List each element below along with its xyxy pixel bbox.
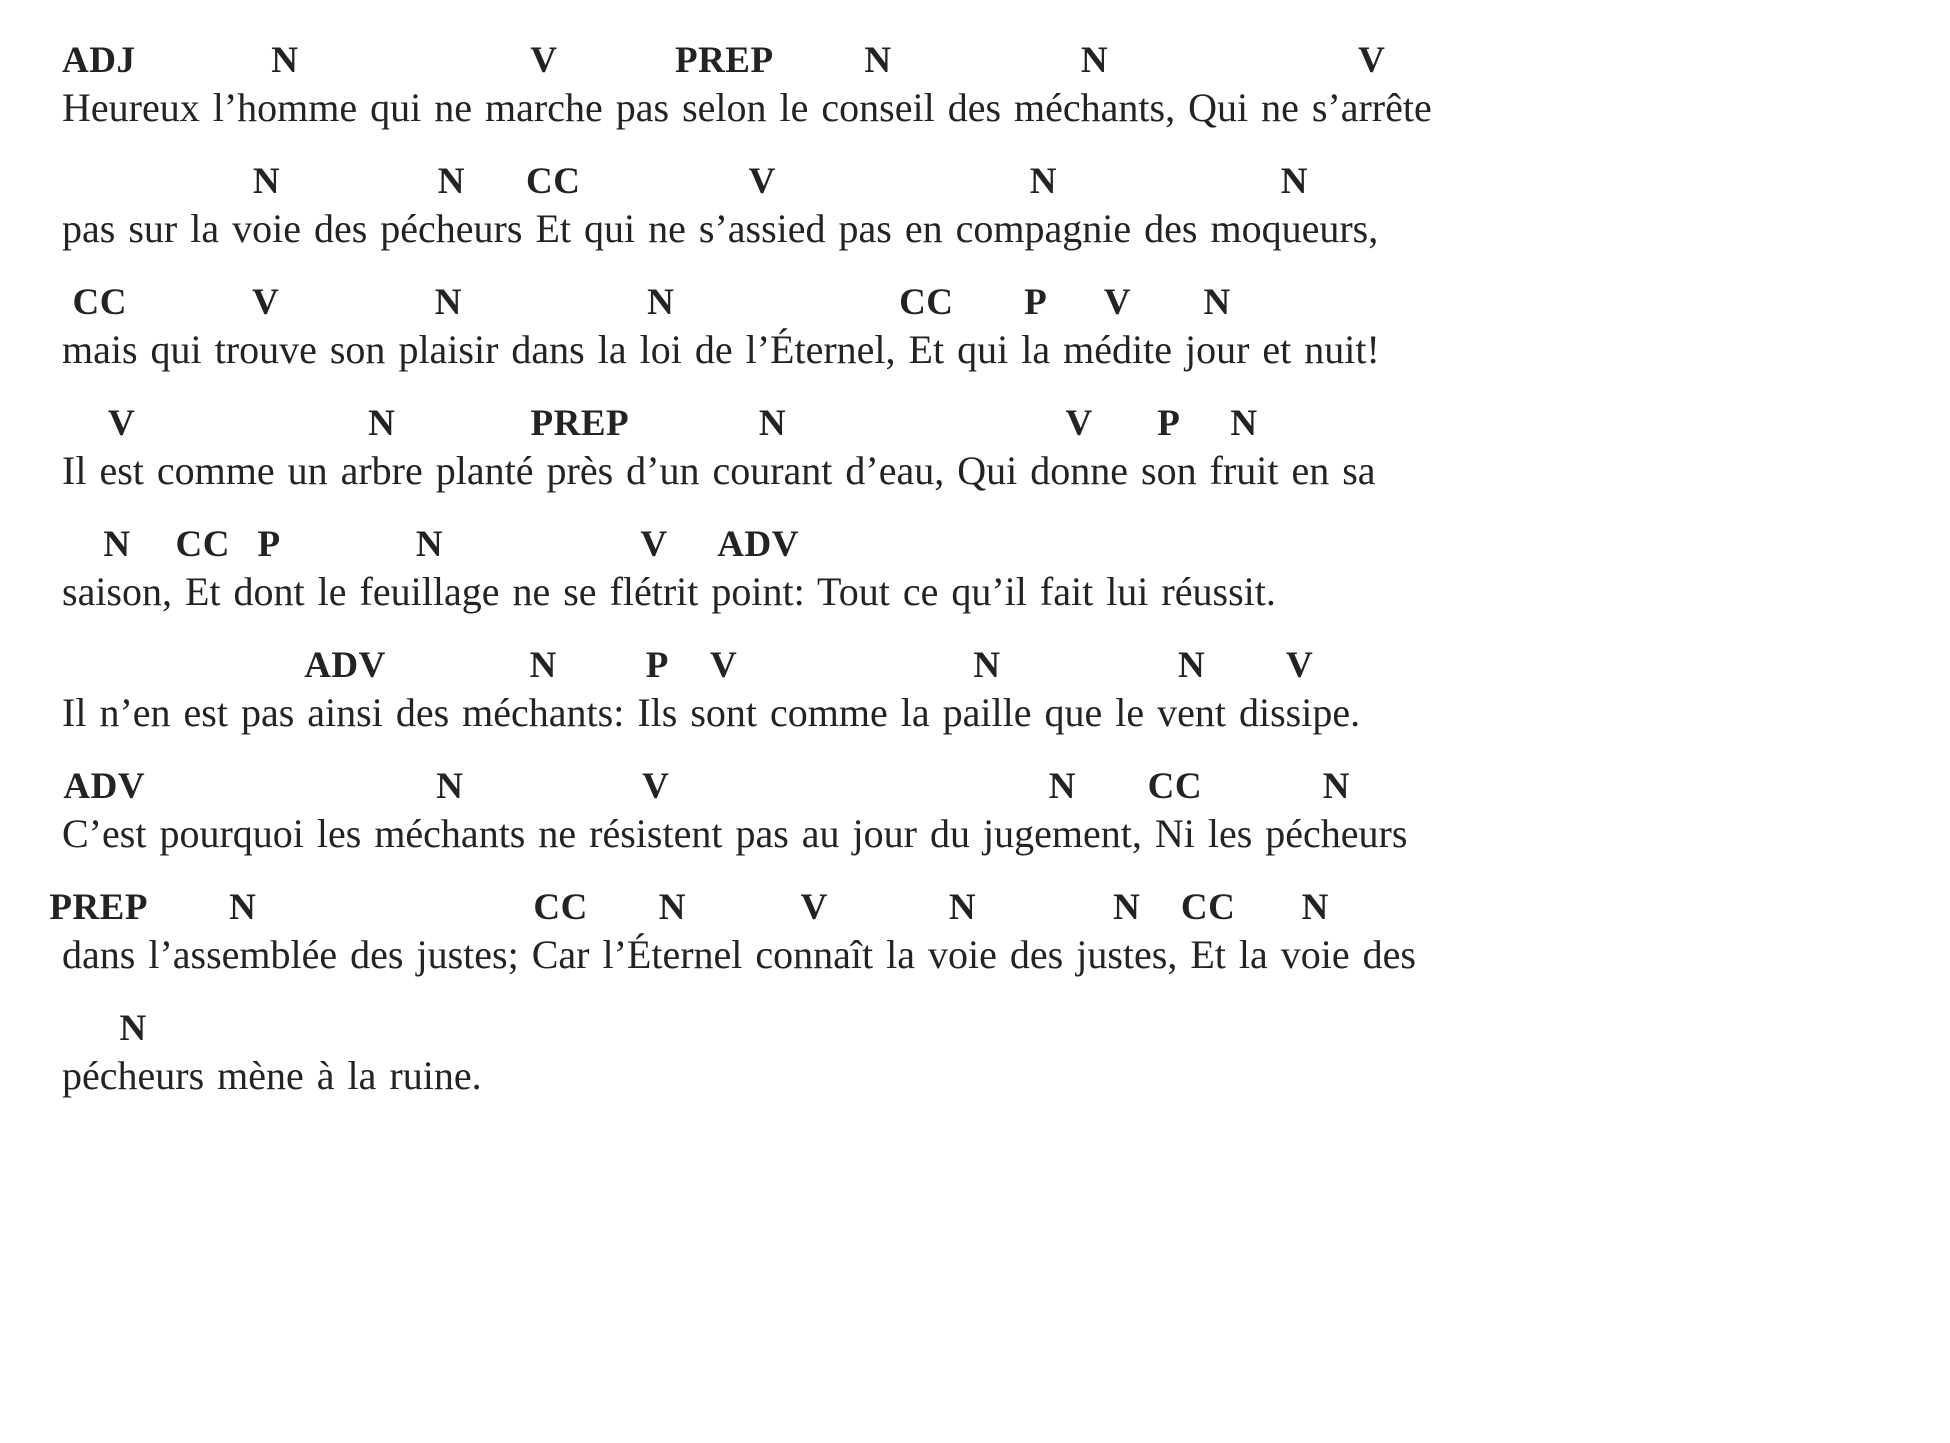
word-token: ne	[648, 206, 686, 251]
word-token: N vent	[1157, 645, 1226, 735]
word-token: N méchants	[374, 766, 526, 856]
word-token: ADV ainsi	[304, 645, 386, 735]
word-token: V dissipe.	[1239, 645, 1361, 735]
pos-tag: P	[257, 524, 281, 565]
pos-tag: CC	[175, 524, 230, 565]
pos-tag: N	[368, 403, 396, 444]
word-token: CC Et	[175, 524, 230, 614]
word-token: pas	[240, 690, 295, 735]
word-token: CC Et	[525, 161, 581, 251]
word-token: N l’homme	[212, 40, 358, 130]
pos-tag: V	[642, 766, 670, 807]
word-token: Il	[62, 448, 87, 493]
pos-tag: ADV	[304, 645, 386, 686]
pos-tag: CC	[525, 161, 581, 202]
line-pair	[62, 764, 1910, 858]
word-token: N courant	[712, 403, 833, 493]
word-token: justes;	[416, 932, 519, 977]
word-token: sur	[128, 206, 178, 251]
word-token: des	[947, 85, 1002, 130]
line-pair	[62, 280, 1910, 374]
word-token: qui	[370, 85, 422, 130]
word-token: N voie	[1280, 887, 1350, 977]
word-token: en	[1291, 448, 1330, 493]
word-token: N méchants:	[462, 645, 625, 735]
pos-tag: N	[1113, 887, 1141, 928]
line-pair	[62, 401, 1910, 495]
word-token: jour	[852, 811, 917, 856]
word-token: fait	[1039, 569, 1094, 614]
pos-tag: V	[640, 524, 668, 565]
pos-tag: N	[103, 524, 131, 565]
pos-tag: N	[252, 161, 281, 202]
pos-tag: N	[1029, 161, 1057, 202]
word-token: l’Éternel,	[745, 327, 896, 372]
pos-tag: N	[1322, 766, 1350, 807]
word-token: N l’Éternel	[602, 887, 743, 977]
word-token: la	[347, 1053, 377, 1098]
line-pair	[62, 1006, 1910, 1100]
word-token: se	[563, 569, 597, 614]
word-token: N conseil	[821, 40, 935, 130]
word-token: mène	[217, 1053, 304, 1098]
word-token: pourquoi	[159, 811, 304, 856]
word-token: le	[1115, 690, 1145, 735]
word-token: des	[313, 206, 368, 251]
pos-tag: N	[1230, 403, 1258, 444]
word-token: planté	[435, 448, 534, 493]
word-token: N saison,	[62, 524, 172, 614]
word-token: n’en	[99, 690, 171, 735]
word-token: V est	[99, 403, 144, 493]
word-token: N plaisir	[398, 282, 499, 372]
word-token: V sont	[690, 645, 758, 735]
word-token: N fruit	[1209, 403, 1279, 493]
pos-tag: CC	[72, 282, 127, 323]
pos-tag: V	[710, 645, 738, 686]
word-token: N voie	[928, 887, 997, 977]
word-token: son	[329, 327, 386, 372]
pos-tag: CC	[533, 887, 588, 928]
word-token: CC Et	[1180, 887, 1236, 977]
word-token: Il	[62, 690, 87, 735]
word-token: ce	[902, 569, 939, 614]
pos-tag: N	[1280, 161, 1308, 202]
pos-tag: N	[1177, 645, 1206, 686]
pos-tag: V	[252, 282, 280, 323]
pos-tag: CC	[1147, 766, 1203, 807]
word-token: les	[1207, 811, 1253, 856]
pos-tag: CC	[1180, 887, 1236, 928]
pos-tag: V	[748, 161, 776, 202]
word-token: V médite	[1063, 282, 1172, 372]
pos-tag: N	[758, 403, 787, 444]
pos-tag: N	[119, 1008, 147, 1049]
word-token: la	[1238, 932, 1268, 977]
tagged-passage	[49, 38, 1910, 1100]
word-token: qui	[957, 327, 1009, 372]
pos-tag: N	[434, 282, 463, 323]
word-token: sa	[1342, 448, 1376, 493]
word-token: des	[1144, 206, 1198, 251]
pos-tag: N	[229, 887, 257, 928]
pos-tag: N	[948, 887, 977, 928]
pos-tag: V	[1358, 40, 1386, 81]
word-token: N voie	[232, 161, 301, 251]
pos-tag: N	[658, 887, 687, 928]
word-token: qu’il	[951, 569, 1027, 614]
word-token: et	[1262, 327, 1292, 372]
word-token: PREP près	[530, 403, 630, 493]
word-token: N jugement,	[982, 766, 1142, 856]
pos-tag: PREP	[530, 403, 630, 444]
word-token: N compagnie	[955, 161, 1132, 251]
word-token: N pécheurs	[1265, 766, 1408, 856]
word-token: ne	[512, 569, 551, 614]
word-token: pas	[615, 85, 670, 130]
word-token: N loi	[639, 282, 682, 372]
pos-tag: V	[1065, 403, 1093, 444]
word-token: qui	[584, 206, 636, 251]
pos-tag: V	[1103, 282, 1132, 323]
pos-tag: PREP	[674, 40, 774, 81]
word-token: ne	[538, 811, 577, 856]
word-token: d’un	[626, 448, 700, 493]
word-token: la	[597, 327, 627, 372]
word-token: V marche	[485, 40, 603, 130]
pos-tag: ADV	[63, 766, 146, 807]
pos-tag: N	[1080, 40, 1109, 81]
word-token: comme	[770, 690, 888, 735]
word-token: les	[316, 811, 362, 856]
word-token: N moqueurs,	[1210, 161, 1379, 251]
word-token: P son	[1141, 403, 1197, 493]
line-pair	[62, 159, 1910, 253]
pos-tag: V	[108, 403, 136, 444]
word-token: d’eau,	[845, 448, 945, 493]
pos-tag: V	[800, 887, 828, 928]
word-token: qui	[150, 327, 202, 372]
word-token: pas	[838, 206, 892, 251]
pos-tag: N	[647, 282, 675, 323]
word-token: V s’arrête	[1311, 40, 1432, 130]
pos-tag: V	[530, 40, 558, 81]
word-token: CC Ni	[1147, 766, 1203, 856]
line-pair	[62, 643, 1910, 737]
line-pair	[49, 885, 1910, 979]
word-token: V s’assied	[698, 161, 826, 251]
word-token: P dont	[233, 524, 305, 614]
word-token: ne	[434, 85, 473, 130]
pos-tag: N	[415, 524, 444, 565]
word-token: le	[317, 569, 347, 614]
word-token: pas	[62, 206, 116, 251]
pos-tag: N	[1301, 887, 1329, 928]
pos-tag: CC	[899, 282, 954, 323]
word-token: la	[886, 932, 915, 977]
pos-tag: P	[645, 645, 669, 686]
word-token: de	[694, 327, 733, 372]
word-token: V résistent	[589, 766, 723, 856]
word-token: N feuillage	[359, 524, 500, 614]
word-token: N jour	[1184, 282, 1250, 372]
pos-tag: N	[271, 40, 299, 81]
line-pair	[62, 522, 1910, 616]
word-token: P Ils	[637, 645, 678, 735]
word-token: est	[183, 690, 228, 735]
word-token: N arbre	[340, 403, 423, 493]
word-token: ruine.	[389, 1053, 482, 1098]
word-token: lui	[1106, 569, 1149, 614]
word-token: dans	[511, 327, 585, 372]
word-token: des	[350, 932, 404, 977]
word-token: CC Et	[899, 282, 954, 372]
word-token: PREP selon	[674, 40, 774, 130]
word-token: N pécheurs	[380, 161, 523, 251]
word-token: en	[904, 206, 943, 251]
pos-tag: PREP	[49, 887, 148, 928]
word-token: V flétrit	[609, 524, 699, 614]
pos-tag: N	[864, 40, 892, 81]
word-token: Qui	[1188, 85, 1249, 130]
pos-tag: V	[1285, 645, 1314, 686]
word-token: la	[900, 690, 930, 735]
word-token: N méchants,	[1014, 40, 1176, 130]
word-token: N justes,	[1076, 887, 1178, 977]
word-token: nuit!	[1304, 327, 1380, 372]
pos-tag: ADV	[717, 524, 799, 565]
word-token: des	[395, 690, 450, 735]
pos-tag: P	[1024, 282, 1048, 323]
word-token: ADV C’est	[62, 766, 147, 856]
word-token: Qui	[957, 448, 1018, 493]
pos-tag: N	[973, 645, 1001, 686]
word-token: N l’assemblée	[148, 887, 338, 977]
word-token: réussit.	[1161, 569, 1276, 614]
word-token: P la	[1021, 282, 1051, 372]
word-token: ne	[1261, 85, 1299, 130]
word-token: des	[1362, 932, 1416, 977]
word-token: ADV point:	[711, 524, 805, 614]
pos-tag: N	[436, 766, 464, 807]
word-token: au	[801, 811, 840, 856]
word-token: N paille	[942, 645, 1032, 735]
word-token: CC mais	[62, 282, 138, 372]
word-token: du	[929, 811, 970, 856]
word-token: pas	[735, 811, 789, 856]
pos-tag: N	[1203, 282, 1231, 323]
word-token: la	[190, 206, 220, 251]
pos-tag: P	[1157, 403, 1181, 444]
word-token: V connaît	[755, 887, 874, 977]
pos-tag: N	[529, 645, 557, 686]
word-token: des	[1009, 932, 1064, 977]
word-token: V trouve	[214, 282, 317, 372]
word-token: ADJ Heureux	[62, 40, 200, 130]
word-token: à	[316, 1053, 335, 1098]
word-token: que	[1044, 690, 1103, 735]
line-pair	[62, 38, 1910, 132]
pos-tag: ADJ	[62, 40, 136, 81]
word-token: CC Car	[531, 887, 590, 977]
word-token: PREP dans	[49, 887, 148, 977]
word-token: le	[779, 85, 809, 130]
word-token: V donne	[1030, 403, 1129, 493]
word-token: comme	[156, 448, 275, 493]
word-token: un	[287, 448, 328, 493]
word-token: N pécheurs	[62, 1008, 205, 1098]
pos-tag: N	[1048, 766, 1077, 807]
pos-tag: N	[437, 161, 465, 202]
word-token: Tout	[817, 569, 890, 614]
